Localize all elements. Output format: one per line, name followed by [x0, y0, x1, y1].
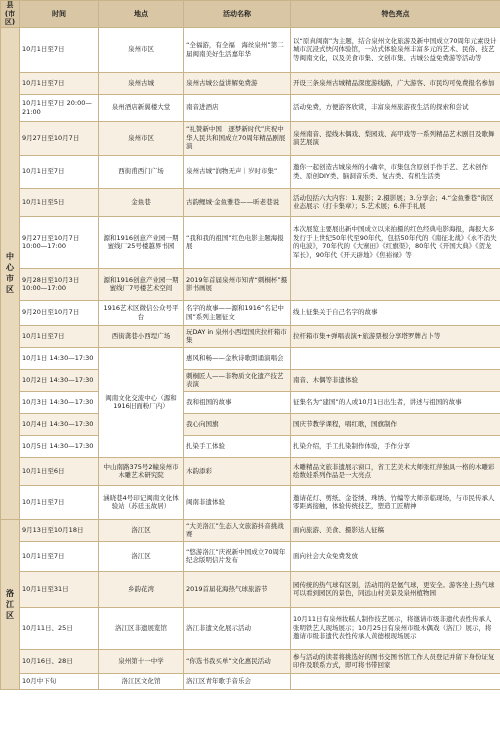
place-cell: 源和1916创意产业园一期蜜线厂25号楼越界书园: [99, 216, 184, 268]
header-name: 活动名称: [184, 1, 291, 28]
place-cell: 涵晓巷4号印记闽南文化体验站（苏廷玉故居）: [99, 485, 184, 519]
place-cell: 西街甫西门广场: [99, 155, 184, 188]
table-row: [1, 121, 500, 155]
feature-cell: 南音、木偶等非遗体验: [291, 369, 500, 391]
activity-name-cell: “大美洛江”生态人文旅游抖音挑战赛: [184, 519, 291, 541]
table-row: [1, 541, 500, 571]
table-row: [1, 369, 500, 391]
time-cell: 10月1日至7日: [20, 72, 99, 94]
place-cell: 源和1916创意产业园一期蜜线厂7号楼艺术空间: [99, 268, 184, 300]
activity-name-cell: “全福游，有全福 海丝泉州”第二届闽南美好生活嘉年华: [184, 27, 291, 72]
time-cell: 10月16日、28日: [20, 649, 99, 673]
feature-cell: 拉杆箱市集+弹唱表演+旅游票根分享塔罗牌占卜等: [291, 325, 500, 347]
feature-cell: 园传统的热气球有区别，活动用的是氦气球，更安全。游客坐上热气球可以看到园区的景色，同远山村美景及泉州植物园: [291, 571, 500, 607]
table-row: [1, 607, 500, 649]
place-cell: 洛江区文化馆: [99, 673, 184, 689]
activity-name-cell: 名字的故事——源和1916“名记中国”系列主题征文: [184, 300, 291, 325]
district-cell-licheng: 中心市区: [1, 27, 20, 519]
table-row: [1, 571, 500, 607]
place-cell: 金鱼巷: [99, 188, 184, 216]
activity-name-cell: 刺桐匠人——非物质文化遗产技艺表演: [184, 369, 291, 391]
place-cell: 闽南文化交流中心（源和1916旧面粉厂内）: [99, 347, 184, 457]
activity-name-cell: 泉州古城“润物无声｜岁时市集”: [184, 155, 291, 188]
time-cell: 9月20日至10月7日: [20, 300, 99, 325]
time-cell: 10月5日 14:30—17:30: [20, 435, 99, 457]
feature-cell: 泉州南音、提线木偶戏、梨园戏、高甲戏等一系列精品艺术剧目及歌舞演艺展演: [291, 121, 500, 155]
place-cell: 1916艺术区微信公众号平台: [99, 300, 184, 325]
feature-cell: 以“原真闽南”为主题，结合泉州文化旅游及新中国成立70周年元素设计城市沉浸式快闪体验馆，一站式体验泉州丰富多元的艺术、民俗、技艺等闽南文化，以及美食市集、文创市集、古城公益免费游等活动等: [291, 27, 500, 72]
district-cell-luojiang: 洛江区: [1, 519, 20, 689]
activity-name-cell: 2019首届花海热气球旅游节: [184, 571, 291, 607]
table-row: [1, 457, 500, 485]
table-row: [1, 268, 500, 300]
header-place: 地点: [99, 1, 184, 28]
time-cell: 10月3日 14:30—17:30: [20, 391, 99, 413]
feature-cell: 邀请花灯、剪纸、金苍绣、珠绣、竹编等大师亲临现场，与市民传承人零距离接触，体验传统技艺，塑造工匠精神: [291, 485, 500, 519]
time-cell: 10月1日至7日: [20, 325, 99, 347]
time-cell: 10月1日至7日 20:00—21:00: [20, 94, 99, 121]
table-row: [1, 94, 500, 121]
feature-cell: 线上征集关于自己名字的故事: [291, 300, 500, 325]
activity-name-cell: 泉州古城公益讲解免费游: [184, 72, 291, 94]
table-row: [1, 188, 500, 216]
feature-cell: 征集名为“建国”的人或10月1日出生者，讲述与祖国的故事: [291, 391, 500, 413]
feature-cell: 木雕精品文旅非遗展示窗口，省工艺美术大师张红萍独具一格的木雕彩绘数娃系列作品是一大亮点: [291, 457, 500, 485]
table-header-row: [1, 1, 500, 28]
place-cell: 乡韵花湾: [99, 571, 184, 607]
place-cell: 泉州酒店新翼楼大堂: [99, 94, 184, 121]
table-row: [1, 347, 500, 369]
place-cell: 洛江区: [99, 541, 184, 571]
table-row: [1, 673, 500, 689]
activity-name-cell: 扎染手工体验: [184, 435, 291, 457]
feature-cell: 邀你一起创造古城泉州的小确幸，市集包含原创手作手艺、艺术创作类、原创DIY类、脑洞音乐类、复古类、有机生活类: [291, 155, 500, 188]
time-cell: 9月27日至10月7日 10:00—17:00: [20, 216, 99, 268]
time-cell: 9月13日至10月18日: [20, 519, 99, 541]
place-cell: 西街龚巷小西埕广场: [99, 325, 184, 347]
table-row: [1, 155, 500, 188]
time-cell: 10月1日至7日: [20, 27, 99, 72]
place-cell: 洛江区非遗展览馆: [99, 607, 184, 649]
feature-cell: 活动免费，方便游客欣赏，丰富泉州旅游夜生活的探索和尝试: [291, 94, 500, 121]
activity-name-cell: 南音进酒店: [184, 94, 291, 121]
time-cell: 10月1日 14:30—17:30: [20, 347, 99, 369]
activity-name-cell: 闽南非遗体验: [184, 485, 291, 519]
table-row: [1, 27, 500, 72]
place-cell: 中山南路375号2幢泉州市木雕艺术研究院: [99, 457, 184, 485]
time-cell: 9月28日至10月3日 10:00—17:00: [20, 268, 99, 300]
table-row: [1, 325, 500, 347]
feature-cell: 开设三条泉州古城精品深度游线路，广大游客、市民均可免费报名参加: [291, 72, 500, 94]
table-row: [1, 391, 500, 413]
place-cell: 洛江区: [99, 519, 184, 541]
activity-name-cell: 木韵添彩: [184, 457, 291, 485]
feature-cell: 活动包括六大内容：1.观影；2.摄影展；3.分享会；4.“金鱼雅巷”街区业态展示（打卡集章）；5.艺术展；6.伴手礼展: [291, 188, 500, 216]
feature-cell: 10月11日有泉州妆糕人制作技艺展示，将邀请市级非遗代表性传承人张明铁艺人现场展示；10月25日有泉州市级木偶戏（洛江）展示，将邀请市级非遗代表性传承人黄德根现场展示: [291, 607, 500, 649]
time-cell: 10月1日至7日: [20, 541, 99, 571]
time-cell: 10月2日 14:30—17:30: [20, 369, 99, 391]
header-feature: 特色亮点: [291, 1, 500, 28]
time-cell: 10月11日、25日: [20, 607, 99, 649]
time-cell: 10月1日至31日: [20, 571, 99, 607]
table-row: [1, 649, 500, 673]
activity-name-cell: “你选书我买单”文化惠民活动: [184, 649, 291, 673]
time-cell: 10月中下旬: [20, 673, 99, 689]
activity-name-cell: “悠游洛江”庆祝新中国成立70周年纪念版明信片发布: [184, 541, 291, 571]
activity-name-cell: 洛江非遗文化展示活动: [184, 607, 291, 649]
place-cell: 泉州第十一中学: [99, 649, 184, 673]
time-cell: 10月4日 14:30—17:30: [20, 413, 99, 435]
table-row: [1, 216, 500, 268]
feature-cell: 面向旅游、美食、摄影达人征稿: [291, 519, 500, 541]
feature-cell: 本次展览主要展出新中国成立以来拍摄的红色经典电影海报，海报大多发行于上世纪50年代至90年代，包括50年代的《南征北战》《永不消失的电波》，70年代的《大寨田》《红旗渠》，80年代《开国大典》《贺龙军长》，90年代《开天辟地》《焦裕禄》等: [291, 216, 500, 268]
activity-name-cell: 我心向国旗: [184, 413, 291, 435]
time-cell: 10月1日至7日: [20, 485, 99, 519]
activity-name-cell: 洛江区青年歌手音乐会: [184, 673, 291, 689]
feature-cell: 国庆节教学课程，唱红歌，国旗制作: [291, 413, 500, 435]
time-cell: 10月1日至5日: [20, 188, 99, 216]
activity-name-cell: 2019年首届泉州市知青“刺桐杯”摄影书画展: [184, 268, 291, 300]
activity-name-cell: “礼赞新中国 逐梦新时代”庆祝中华人民共和国成立70周年精品剧展演: [184, 121, 291, 155]
place-cell: 泉州古城: [99, 72, 184, 94]
feature-cell: 面向社会大众免费发放: [291, 541, 500, 571]
feature-cell: [291, 673, 500, 689]
activity-name-cell: 惠风和畅——金秋诗歌朗诵演唱会: [184, 347, 291, 369]
table-row: [1, 413, 500, 435]
feature-cell: 扎染介绍，手工扎染制作体验，手作分享: [291, 435, 500, 457]
feature-cell: 参与活动的读者将挑选好的图书交图书馆工作人员登记并留下身份证复印件及联系方式，即可将书带回家: [291, 649, 500, 673]
feature-cell: [291, 347, 500, 369]
header-time: 时间: [20, 1, 99, 28]
table-row: [1, 485, 500, 519]
place-cell: 泉州市区: [99, 27, 184, 72]
activity-name-cell: 玩DAY in 泉州小西埕国庆拉杆箱市集: [184, 325, 291, 347]
activity-name-cell: 我和祖国的故事: [184, 391, 291, 413]
time-cell: 10月1日至7日: [20, 155, 99, 188]
table-row: [1, 72, 500, 94]
time-cell: 9月27日至10月7日: [20, 121, 99, 155]
table-row: [1, 300, 500, 325]
time-cell: 10月1日至6日: [20, 457, 99, 485]
place-cell: 泉州市区: [99, 121, 184, 155]
activity-name-cell: “我和我的祖国”红色电影主题海报展: [184, 216, 291, 268]
activity-name-cell: 古韵鲤城·金鱼雅巷——昕老巷说: [184, 188, 291, 216]
feature-cell: [291, 268, 500, 300]
header-district: 县(市区): [1, 1, 20, 28]
table-row: [1, 435, 500, 457]
table-row: [1, 519, 500, 541]
